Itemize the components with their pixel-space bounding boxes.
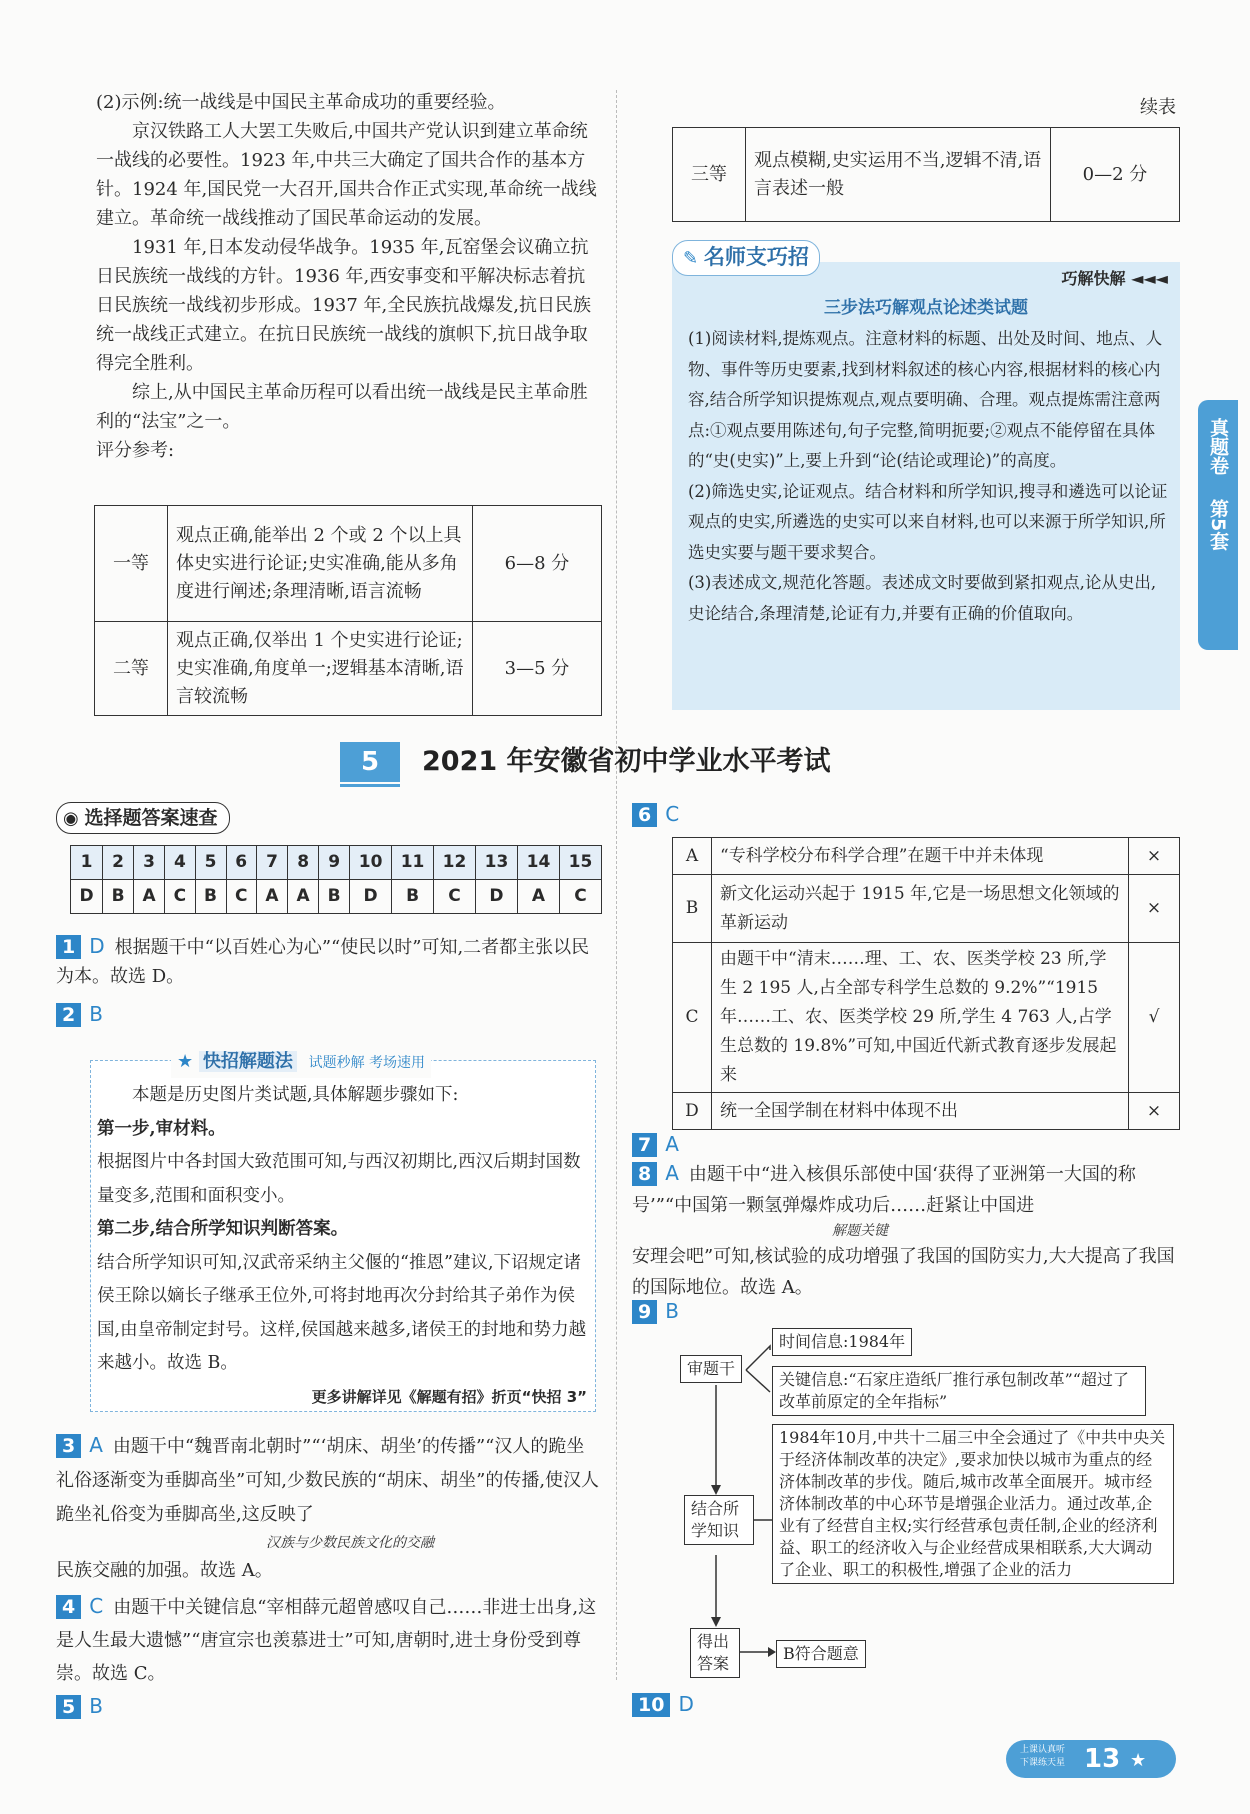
connector bbox=[746, 1346, 770, 1370]
quick-answer-title: 选择题答案速查 bbox=[84, 807, 218, 829]
answer-letter: B bbox=[89, 1694, 103, 1718]
quick-step-2: 第二步,结合所学知识判断答案。 bbox=[97, 1219, 349, 1239]
handwritten-note: 汉族与少数民族文化的交融 bbox=[266, 1535, 434, 1551]
option-cell: D bbox=[673, 1093, 712, 1130]
option-cell: B bbox=[673, 875, 712, 943]
connector bbox=[746, 1370, 770, 1392]
question-number: 5 bbox=[56, 1695, 81, 1719]
level-cell: 三等 bbox=[673, 128, 746, 222]
question-number: 3 bbox=[56, 1434, 81, 1458]
mark-cell: √ bbox=[1129, 943, 1180, 1093]
question-number: 4 bbox=[56, 1595, 81, 1619]
answer-explanation-tail: 民族交融的加强。故选 A。 bbox=[56, 1560, 273, 1581]
flow-result: B符合题意 bbox=[776, 1640, 866, 1668]
q-answer: C bbox=[559, 880, 601, 914]
question-number: 8 bbox=[632, 1162, 657, 1186]
level-cell: 一等 bbox=[95, 506, 168, 622]
mark-cell: × bbox=[1129, 838, 1180, 875]
side-tab-top: 真题卷 bbox=[1207, 418, 1229, 475]
answer-letter: A bbox=[665, 1161, 679, 1185]
q-num: 7 bbox=[256, 846, 287, 880]
analysis-cell: 由题干中“清末……理、工、农、医类学校 23 所,学生 2 195 人,占全部专科学生总数的 9.2%”“1915 年……工、农、医类学校 29 所,学生 4 763 人,占学生总数的 19.8%”可知,中国近代新式教育逐步发展起来 bbox=[712, 943, 1129, 1093]
footer-slogan-2: 下课练天星 bbox=[1020, 1758, 1066, 1768]
q-num: 10 bbox=[350, 846, 392, 880]
question-number: 10 bbox=[632, 1693, 670, 1717]
score-cell: 6—8 分 bbox=[473, 506, 602, 622]
q-answer: C bbox=[165, 880, 195, 914]
flow-step-review: 审题干 bbox=[680, 1355, 742, 1383]
q-answer: B bbox=[103, 880, 134, 914]
question-number: 2 bbox=[56, 1003, 81, 1027]
q-num: 3 bbox=[134, 846, 165, 880]
desc-cell: 观点模糊,史实运用不当,逻辑不清,语言表述一般 bbox=[746, 128, 1051, 222]
handwritten-note: 解题关键 bbox=[832, 1223, 888, 1239]
q-answer: A bbox=[517, 880, 559, 914]
analysis-cell: “专科学校分布科学合理”在题干中并未体现 bbox=[712, 838, 1129, 875]
arrow-head bbox=[711, 1617, 721, 1627]
flow-step-answer: 得出答案 bbox=[690, 1628, 740, 1678]
answer-letter: B bbox=[665, 1299, 679, 1323]
answer-explanation: 由题干中“进入核俱乐部使中国‘获得了亚洲第一大国的称号’”“中国第一颗氢弹爆炸成功后……赶紧让中国进 bbox=[632, 1164, 1136, 1216]
q-num: 8 bbox=[288, 846, 319, 880]
quick-method-more: 更多讲解详见《解题有招》折页“快招 3” bbox=[311, 1388, 587, 1406]
q-answer: C bbox=[434, 880, 476, 914]
answer-letter: D bbox=[678, 1692, 694, 1716]
analysis-cell: 统一全国学制在材料中体现不出 bbox=[712, 1093, 1129, 1130]
tip-subtitle: 三步法巧解观点论述类试题 bbox=[824, 298, 1028, 318]
level-cell: 二等 bbox=[95, 622, 168, 716]
section-number: 5 bbox=[340, 742, 400, 782]
page-number: 13 bbox=[1084, 1744, 1121, 1774]
quick-method-icon: ★ bbox=[177, 1051, 194, 1072]
answer-explanation: 由题干中关键信息“宰相薛元超曾感叹自己……非进士出身,这是人生最大遗憾”“唐宣宗也羡慕进士”可知,唐朝时,进士身份受到尊崇。故选 C。 bbox=[56, 1597, 597, 1684]
q-num: 13 bbox=[476, 846, 518, 880]
arrow-head bbox=[711, 1485, 721, 1495]
flow-knowledge: 1984年10月,中共十二届三中全会通过了《中共中央关于经济体制改革的决定》,要求加快以城市为重点的经济体制改革的步伐。随后,城市改革全面展开。城市经济体制改革的中心环节是增强企业活力。通过改革,企业有了经营自主权;实行经营承包责任制,企业的经济利益、职工的经济收入与企业经营成果相联系,大大调动了企业、职工的积极性,增强了企业的活力 bbox=[772, 1424, 1174, 1584]
q-answer: A bbox=[288, 880, 319, 914]
score-cell: 3—5 分 bbox=[473, 622, 602, 716]
q-answer: D bbox=[71, 880, 103, 914]
q-answer: D bbox=[476, 880, 518, 914]
q-answer: B bbox=[195, 880, 226, 914]
continued-label: 续表 bbox=[1140, 97, 1176, 118]
arrow-head bbox=[768, 1647, 776, 1657]
q-num: 12 bbox=[434, 846, 476, 880]
paragraph-3: 综上,从中国民主革命历程可以看出统一战线是民主革命胜利的“法宝”之一。 bbox=[96, 382, 588, 432]
desc-cell: 观点正确,能举出 2 个或 2 个以上具体史实进行论证;史实准确,能从多角度进行阐述;条理清晰,语言流畅 bbox=[168, 506, 473, 622]
example-line: (2)示例:统一战线是中国民主革命成功的重要经验。 bbox=[96, 92, 506, 113]
side-tab-bottom: 第5套 bbox=[1207, 499, 1229, 551]
flow-step-knowledge: 结合所学知识 bbox=[684, 1495, 754, 1545]
analysis-cell: 新文化运动兴起于 1915 年,它是一场思想文化领域的革新运动 bbox=[712, 875, 1129, 943]
option-cell: C bbox=[673, 943, 712, 1093]
mark-cell: × bbox=[1129, 875, 1180, 943]
answer-letter: A bbox=[665, 1132, 679, 1156]
score-cell: 0—2 分 bbox=[1051, 128, 1180, 222]
footer-slogan-1: 上课认真听 bbox=[1020, 1745, 1066, 1755]
question-number: 9 bbox=[632, 1300, 657, 1324]
q-answer: D bbox=[350, 880, 392, 914]
q-answer: C bbox=[226, 880, 256, 914]
q-num: 9 bbox=[319, 846, 350, 880]
tip-tag: 巧解快解 ◄◄◄ bbox=[1061, 269, 1168, 288]
flow-time-info: 时间信息:1984年 bbox=[772, 1328, 912, 1356]
mark-cell: × bbox=[1129, 1093, 1180, 1130]
paragraph-2: 1931 年,日本发动侵华战争。1935 年,瓦窑堡会议确立抗日民族统一战线的方针。1936 年,西安事变和平解决标志着抗日民族统一战线初步形成。1937 年,全民族抗战爆发,抗日民族统一战线正式建立。在抗日民族统一战线的旗帜下,抗日战争取得完全胜利。 bbox=[96, 237, 591, 374]
answer-letter: A bbox=[89, 1433, 103, 1457]
quick-step-1-text: 根据图片中各封国大致范围可知,与西汉初期比,西汉后期封国数量变多,范围和面积变小。 bbox=[97, 1152, 581, 1206]
q-num: 15 bbox=[559, 846, 601, 880]
quick-method-title: 快招解题法 bbox=[199, 1051, 297, 1072]
q-answer: B bbox=[319, 880, 350, 914]
quick-step-1: 第一步,审材料。 bbox=[97, 1118, 226, 1139]
footer bbox=[1006, 1740, 1176, 1778]
answer-explanation: 根据题干中“以百姓心为心”“使民以时”可知,二者都主张以民为本。故选 D。 bbox=[56, 937, 590, 987]
q-num: 14 bbox=[517, 846, 559, 880]
answer-letter: B bbox=[89, 1002, 103, 1026]
q-answer: A bbox=[134, 880, 165, 914]
tip-title: 名师支巧招 bbox=[703, 245, 809, 269]
answer-10 bbox=[632, 1690, 704, 1720]
answer-letter: C bbox=[665, 802, 680, 826]
quick-method-tags: 试题秒解 考场速用 bbox=[308, 1055, 426, 1071]
q-num: 4 bbox=[165, 846, 195, 880]
desc-cell: 观点正确,仅举出 1 个史实进行论证;史实准确,角度单一;逻辑基本清晰,语言较流畅 bbox=[168, 622, 473, 716]
flow-key-info: 关键信息:“石家庄造纸厂推行承包制改革”“超过了改革前原定的全年指标” bbox=[772, 1366, 1146, 1416]
answer-letter: D bbox=[89, 934, 105, 958]
tip-step-1: (1)阅读材料,提炼观点。注意材料的标题、出处及时间、地点、人物、事件等历史要素,找到材料叙述的核心内容,根据材料的核心内容,结合所学知识提炼观点,观点要明确、合理。观点提炼需注意两点:①观点要用陈述句,句子完整,简明扼要;②观点不能停留在具体的“史(史实)”上,要上升到“论(结论或理论)”的高度。 bbox=[688, 329, 1163, 470]
paragraph-1: 京汉铁路工人大罢工失败后,中国共产党认识到建立革命统一战线的必要性。1923 年,中共三大确定了国共合作的基本方针。1924 年,国民党一大召开,国共合作正式实现,革命统一战线建立。革命统一战线推动了国民革命运动的发展。 bbox=[96, 121, 597, 229]
question-number: 6 bbox=[632, 803, 657, 827]
q-num: 6 bbox=[226, 846, 256, 880]
q-num: 2 bbox=[103, 846, 134, 880]
question-number: 7 bbox=[632, 1133, 657, 1157]
quick-step-2-text: 结合所学知识可知,汉武帝采纳主父偃的“推恩”建议,下诏规定诸侯王除以嫡长子继承王位外,可将封地再次分封给其子弟作为侯国,由皇帝制定封号。这样,侯国越来越多,诸侯王的封地和势力越来越小。故选 B。 bbox=[97, 1252, 587, 1373]
question-number: 1 bbox=[56, 935, 81, 959]
tip-step-2: (2)筛选史实,论证观点。结合材料和所学知识,搜寻和遴选可以论证观点的史实,所遴选的史实可以来自材料,也可以来源于所学知识,所选史实要与题干要求契合。 bbox=[688, 481, 1168, 562]
tip-bulb-icon: ✎ bbox=[683, 248, 699, 269]
q-answer: A bbox=[256, 880, 287, 914]
option-cell: A bbox=[673, 838, 712, 875]
q-num: 5 bbox=[195, 846, 226, 880]
q-num: 1 bbox=[71, 846, 103, 880]
section-title: 2021 年安徽省初中学业水平考试 bbox=[422, 746, 831, 777]
quick-intro: 本题是历史图片类试题,具体解题步骤如下: bbox=[132, 1085, 459, 1105]
tip-step-3: (3)表述成文,规范化答题。表述成文时要做到紧扣观点,论从史出,史论结合,条理清楚,论证有力,并要有正确的价值取向。 bbox=[688, 573, 1157, 623]
answer-explanation-tail: 安理会吧”可知,核试验的成功增强了我国的国防实力,大大提高了我国的国际地位。故选 A。 bbox=[632, 1246, 1175, 1298]
grading-label: 评分参考: bbox=[96, 440, 175, 461]
q-answer: B bbox=[392, 880, 434, 914]
answer-letter: C bbox=[89, 1594, 104, 1618]
quick-search-icon: ◉ bbox=[63, 808, 79, 829]
answer-explanation: 由题干中“魏晋南北朝时”“‘胡床、胡坐’的传播”“汉人的跪坐礼俗逐渐变为垂脚高坐”可知,少数民族的“胡床、胡坐”的传播,使汉人跪坐礼俗变为垂脚高坐,这反映了 bbox=[56, 1436, 600, 1525]
q-num: 11 bbox=[392, 846, 434, 880]
star-logo-icon: ★ bbox=[1130, 1750, 1147, 1771]
